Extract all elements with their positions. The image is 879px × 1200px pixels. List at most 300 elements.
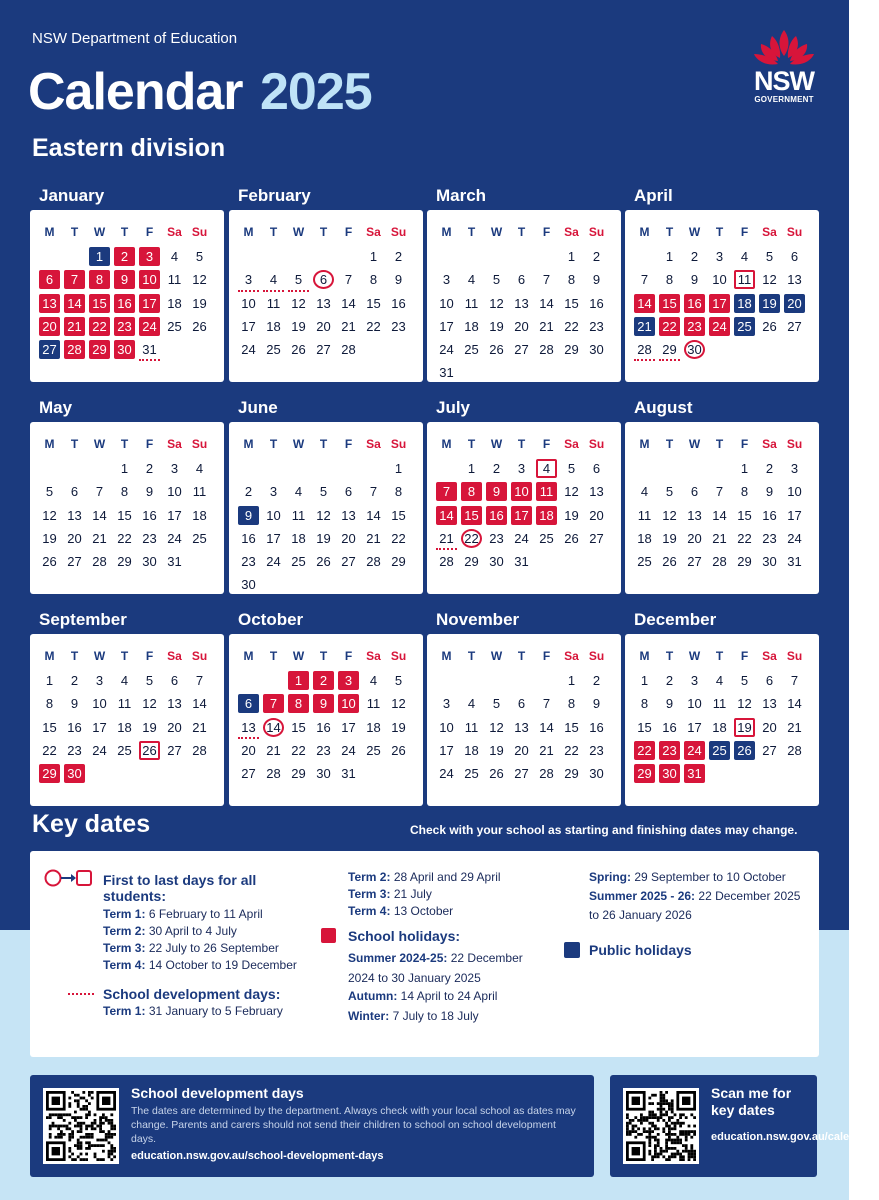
public-holiday-day [37,338,62,361]
weekday-header: T [120,225,129,239]
day-cell [261,762,286,785]
day-number: 29 [737,554,752,570]
weekday-header: T [70,225,79,239]
day-number: 29 [39,764,60,783]
last-day-of-term [261,716,286,739]
day-cell [484,457,509,480]
day-cell [336,268,361,291]
day-cell [484,315,509,338]
day-number: 20 [784,294,805,313]
weekday-header: F [145,225,154,239]
day-cell [782,527,807,550]
day-number: 1 [369,249,378,265]
day-number: 3 [269,484,278,500]
day-cell [782,550,807,573]
day-cell [534,292,559,315]
day-cell [584,504,609,527]
school-development-day [236,268,261,291]
weekday-header: T [120,649,129,663]
month-grid [632,222,814,361]
day-number: 22 [564,318,579,334]
day-number: 25 [734,317,755,336]
day-cell [361,550,386,573]
day-number: 29 [391,554,406,570]
day-number: 11 [536,482,557,501]
sdd-term-1 [103,1003,283,1020]
day-number: 4 [120,673,129,689]
day-number: 19 [662,530,677,546]
day-cell [782,716,807,739]
day-cell [361,315,386,338]
day-cell [361,504,386,527]
day-cell [112,716,137,739]
day-cell [559,692,584,715]
school-holiday-day [286,692,311,715]
day-cell [386,480,411,503]
month-card [625,422,819,594]
day-number: 7 [542,696,551,712]
day-number: 18 [117,719,132,735]
day-number: 7 [64,270,85,289]
day-number: 17 [92,719,107,735]
day-number: 19 [291,318,306,334]
day-cell [584,245,609,268]
day-number: 9 [238,506,259,525]
day-cell [682,550,707,573]
sdd-qr-code[interactable] [43,1088,119,1164]
day-number: 20 [514,318,529,334]
day-number: 7 [263,694,284,713]
school-holiday-day [509,504,534,527]
holiday-value: 7 July to 18 July [392,1009,479,1023]
day-number: 12 [391,696,406,712]
day-number: 6 [344,484,353,500]
day-cell [236,550,261,573]
sdd-info-link[interactable]: education.nsw.gov.au/school-development-days [131,1150,384,1162]
weekday-header: T [319,649,328,663]
day-cell [682,245,707,268]
key-dates-panel [30,851,819,1057]
month-card [30,422,224,594]
day-cell [682,268,707,291]
day-cell [584,292,609,315]
day-number: 7 [195,673,204,689]
weekday-header: Sa [167,437,182,451]
day-number: 18 [637,530,652,546]
day-number: 24 [439,766,454,782]
weekday-header: T [517,649,526,663]
weekday-header: Su [588,437,605,451]
school-development-day [434,527,459,550]
day-number: 31 [167,554,182,570]
day-number: 29 [89,340,110,359]
day-number: 29 [291,766,306,782]
term-label: Term 1: [103,907,146,921]
day-number: 15 [42,719,57,735]
day-cell [509,338,534,361]
school-holiday-day [657,739,682,762]
weekday-header: M [243,437,254,451]
day-number: 21 [64,317,85,336]
day-number: 1 [89,247,110,266]
day-number: 23 [589,742,604,758]
day-number: 3 [517,461,526,477]
holiday-winter [348,1008,479,1025]
day-number: 22 [461,529,482,548]
day-number: 6 [170,673,179,689]
day-number: 2 [145,461,154,477]
term-label: Term 4: [103,958,146,972]
day-cell [386,245,411,268]
school-development-day [632,338,657,361]
day-number: 28 [712,554,727,570]
empty-cell [682,457,707,480]
day-number: 11 [464,719,479,735]
month-november [427,610,621,806]
day-cell [62,716,87,739]
school-holiday-day [534,480,559,503]
day-cell [434,762,459,785]
day-number: 2 [244,484,253,500]
empty-cell [336,457,361,480]
day-number: 7 [542,272,551,288]
day-number: 21 [439,530,454,546]
day-number: 13 [167,696,182,712]
weekday-header: M [639,225,650,239]
day-number: 5 [145,673,154,689]
day-cell [484,762,509,785]
month-august [625,398,819,594]
day-number: 17 [709,294,730,313]
day-number: 18 [366,719,381,735]
day-cell [509,457,534,480]
day-cell [559,762,584,785]
day-cell [782,692,807,715]
day-number: 22 [117,530,132,546]
day-number: 10 [338,694,359,713]
day-number: 11 [464,295,479,311]
first-last-day-legend-icon [44,869,94,887]
public-holiday-day [757,292,782,315]
month-grid [236,646,418,785]
day-number: 28 [64,340,85,359]
day-cell [657,504,682,527]
public-holiday-day [732,315,757,338]
empty-cell [434,457,459,480]
day-cell [484,716,509,739]
day-number: 10 [787,484,802,500]
month-grid [632,646,814,785]
day-cell [732,457,757,480]
day-cell [62,527,87,550]
day-cell [286,315,311,338]
day-cell [707,716,732,739]
day-cell [434,692,459,715]
day-number: 23 [142,530,157,546]
day-number: 16 [589,295,604,311]
day-number: 3 [139,247,160,266]
day-number: 30 [142,554,157,570]
day-cell [584,762,609,785]
day-cell [682,480,707,503]
day-number: 31 [514,554,529,570]
day-number: 14 [192,696,207,712]
day-cell [657,669,682,692]
school-holiday-day [62,762,87,785]
day-number: 4 [195,461,204,477]
day-number: 19 [42,530,57,546]
month-name: November [436,610,520,629]
day-cell [62,504,87,527]
day-cell [37,550,62,573]
school-holiday-day [112,268,137,291]
day-cell [187,315,212,338]
department-name: NSW Department of Education [32,30,238,47]
day-cell [236,292,261,315]
day-cell [361,739,386,762]
weekday-header: T [70,437,79,451]
weekday-header: W [93,225,106,239]
empty-cell [311,245,336,268]
day-number: 29 [117,554,132,570]
day-cell [286,550,311,573]
day-cell [137,550,162,573]
month-grid [236,434,418,596]
day-number: 16 [391,295,406,311]
empty-cell [484,669,509,692]
month-card [229,210,423,382]
school-holiday-day [707,292,732,315]
day-cell [484,338,509,361]
day-cell [657,245,682,268]
weekday-header: T [467,437,476,451]
day-cell [459,315,484,338]
day-number: 23 [67,742,82,758]
day-cell [137,480,162,503]
day-cell [484,550,509,573]
day-number: 28 [366,554,381,570]
day-cell [534,716,559,739]
day-number: 4 [269,272,278,288]
empty-cell [62,457,87,480]
day-number: 7 [790,673,799,689]
day-cell [782,504,807,527]
day-cell [459,739,484,762]
day-number: 17 [266,530,281,546]
day-number: 25 [464,766,479,782]
day-number: 21 [634,317,655,336]
school-holiday-day [336,692,361,715]
month-grid [37,434,219,573]
day-cell [336,480,361,503]
day-number: 17 [511,506,532,525]
day-number: 14 [436,506,457,525]
day-cell [732,504,757,527]
day-cell [336,716,361,739]
day-cell [261,480,286,503]
day-number: 23 [114,317,135,336]
weekday-header: M [441,437,452,451]
day-cell [386,527,411,550]
day-cell [112,550,137,573]
school-development-day [137,338,162,361]
weekday-header: Sa [167,649,182,663]
day-cell [757,268,782,291]
day-cell [782,315,807,338]
day-cell [459,762,484,785]
weekday-header: Sa [762,225,777,239]
day-number: 3 [715,249,724,265]
day-cell [37,527,62,550]
day-number: 19 [192,295,207,311]
school-holiday-day [682,292,707,315]
month-grid [37,222,219,361]
day-cell [336,527,361,550]
school-holiday-day [37,762,62,785]
day-number: 21 [266,742,281,758]
weekday-header: T [517,225,526,239]
day-cell [707,268,732,291]
day-cell [682,527,707,550]
day-cell [187,739,212,762]
day-cell [509,692,534,715]
day-number: 28 [439,554,454,570]
empty-cell [261,457,286,480]
weekday-header: T [269,225,278,239]
month-january [30,186,224,382]
weekday-header: F [740,225,749,239]
day-cell [434,739,459,762]
school-holiday-day [137,315,162,338]
holiday-label: Autumn: [348,989,398,1003]
day-number: 5 [740,673,749,689]
day-cell [484,527,509,550]
day-number: 15 [461,506,482,525]
day-number: 4 [294,484,303,500]
term-label: Term 4: [348,904,391,918]
month-name: January [39,186,105,205]
day-number: 15 [564,295,579,311]
month-june [229,398,423,594]
weekday-header: T [319,437,328,451]
day-number: 28 [787,742,802,758]
title-word: Calendar [28,63,243,121]
day-cell [632,669,657,692]
weekday-header: Sa [167,225,182,239]
day-cell [386,716,411,739]
day-number: 24 [341,742,356,758]
day-cell [434,315,459,338]
school-holiday-day [657,292,682,315]
last-day-of-term [459,527,484,550]
day-number: 14 [263,718,284,737]
day-cell [509,550,534,573]
day-number: 11 [167,272,182,288]
day-number: 23 [589,318,604,334]
day-cell [559,315,584,338]
day-number: 15 [659,294,680,313]
day-cell [584,716,609,739]
day-number: 25 [539,530,554,546]
scan-link[interactable]: education.nsw.gov.au/calendars [711,1131,879,1143]
day-number: 22 [634,741,655,760]
school-development-day [657,338,682,361]
day-number: 2 [70,673,79,689]
day-number: 31 [439,365,454,381]
school-development-day [236,716,261,739]
calendar-qr-code[interactable] [623,1088,699,1164]
public-holiday-day [732,739,757,762]
weekday-header: Su [390,225,407,239]
day-cell [361,245,386,268]
weekday-header: T [517,437,526,451]
day-number: 15 [291,719,306,735]
day-number: 23 [489,530,504,546]
empty-cell [37,245,62,268]
term-label: Term 2: [103,924,146,938]
day-cell [732,669,757,692]
day-number: 19 [734,718,755,737]
day-number: 8 [120,484,129,500]
weekday-header: M [243,225,254,239]
public-holidays-heading: Public holidays [589,942,692,958]
day-cell [137,692,162,715]
day-cell [187,692,212,715]
day-cell [361,292,386,315]
day-number: 16 [662,719,677,735]
school-holiday-day [37,292,62,315]
day-number: 9 [486,482,507,501]
day-cell [559,527,584,550]
day-cell [112,669,137,692]
day-cell [386,268,411,291]
day-number: 30 [684,340,705,359]
day-cell [509,527,534,550]
day-cell [534,338,559,361]
day-number: 24 [92,742,107,758]
day-number: 5 [492,696,501,712]
day-cell [459,716,484,739]
day-number: 22 [291,742,306,758]
key-dates-title: Key dates [32,810,151,838]
day-number: 4 [170,249,179,265]
weekday-header: W [292,437,305,451]
day-number: 5 [765,249,774,265]
day-cell [534,315,559,338]
school-holidays-legend-icon [321,928,336,943]
public-holiday-day [236,504,261,527]
term-2-dates [103,923,237,940]
day-number: 26 [489,342,504,358]
day-cell [434,361,459,384]
sdd-heading: School development days: [103,986,281,1002]
day-number: 6 [765,673,774,689]
day-number: 23 [241,554,256,570]
empty-cell [434,245,459,268]
school-holiday-day [87,268,112,291]
day-number: 12 [737,696,752,712]
empty-cell [534,669,559,692]
day-number: 29 [662,342,677,358]
day-cell [682,669,707,692]
day-cell [757,480,782,503]
day-cell [311,338,336,361]
day-number: 12 [489,295,504,311]
weekday-header: W [688,437,701,451]
day-number: 26 [192,318,207,334]
public-holiday-day [87,245,112,268]
day-number: 1 [567,673,576,689]
